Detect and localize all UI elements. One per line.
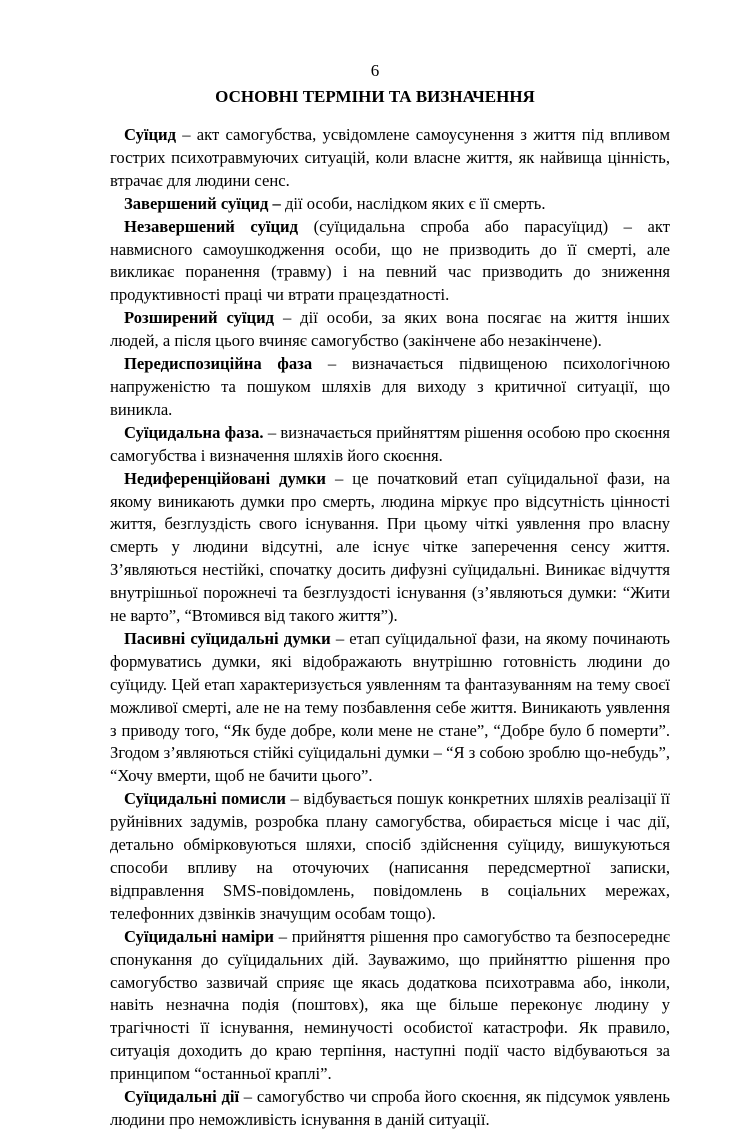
definition-text: (суїцидальна спроба або парасуїцид) – акт навмисного самоушкодження особи, що не призводить до її смерті, але викликає поранення (травму) і на певний час призводить до зниження продуктивності праці чи втрати працездатності. xyxy=(110,216,670,305)
definition-text: – акт самогубства, усвідомлене самоусунення з життя під впливом гострих психотравмуючих ситуацій, коли власне життя, як найвища цінність, втрачає для людини сенс. xyxy=(110,125,670,190)
definition-paragraph xyxy=(110,628,670,788)
page-title: ОСНОВНІ ТЕРМІНИ ТА ВИЗНАЧЕННЯ xyxy=(215,87,535,106)
definition-text: – визначається прийняттям рішення особою про скоєння самогубства і визначення шляхів його скоєння. xyxy=(110,422,671,465)
definition-paragraph xyxy=(110,216,670,308)
definition-term: Завершений суїцид – xyxy=(124,193,281,213)
definition-text: дії особи, наслідком яких є її смерть. xyxy=(280,193,546,213)
definition-paragraph xyxy=(110,307,670,353)
definition-text: – визначається підвищеною психологічною напруженістю та пошуком шляхів для виходу з критичної ситуації, що виникла. xyxy=(110,354,670,419)
definition-text: – прийняття рішення про самогубство та безпосереднє спонукання до суїцидальних дій. Зауважимо, що прийняттю рішення про самогубство зазвичай сприяє ще якась додаткова психотравма або, інколи, навіть незначна подія (поштовх), яка ще більше переконує людину у трагічності її існування, неминучості особистої катастрофи. Як правило, ситуація доходить до краю терпіння, наступні події часто відбуваються за принципом “останньої краплі”. xyxy=(110,926,671,1084)
definition-term: Суїцидальні дії xyxy=(124,1087,240,1107)
definition-term: Розширений суїцид xyxy=(124,308,275,328)
definition-paragraph xyxy=(110,193,670,216)
definition-term: Передиспозиційна фаза xyxy=(124,354,313,374)
definition-term: Суїцидальні наміри xyxy=(124,926,274,946)
definition-term: Суїцид xyxy=(124,125,176,144)
definition-term: Незавершений суїцид xyxy=(124,216,298,236)
definition-term: Недиференційовані думки xyxy=(124,468,326,488)
definition-paragraph xyxy=(110,124,670,193)
definition-text: – дії особи, за яких вона посягає на життя інших людей, а після цього вчиняє самогубство (закінчене або незакінчене). xyxy=(110,308,670,351)
document-body xyxy=(110,124,670,1132)
definition-text: – самогубство чи спроба його скоєння, як підсумок уявлень людини про неможливість існування в даній ситуації. xyxy=(110,1087,670,1129)
definition-paragraph xyxy=(110,353,670,422)
definition-paragraph xyxy=(110,926,670,1086)
definition-paragraph xyxy=(110,1086,670,1132)
definition-text: – це початковий етап суїцидальної фази, на якому виникають думки про смерть, людина міркує про відсутність цінності життя, безглуздість свого існування. При цьому чіткі уявлення про власну смерть у людини відсутні, але існує чітке заперечення сенсу життя. З’являються нестійкі, спочатку досить дифузні суїцидальні. Виникає відчуття внутрішньої порожнечі та безглуздості існування (з’являються думки: “Жити не варто”, “Втомився від такого життя”). xyxy=(110,468,670,626)
definition-paragraph xyxy=(110,422,670,468)
page-number: 6 xyxy=(370,61,380,80)
definition-paragraph xyxy=(110,468,670,628)
definition-term: Суїцидальні помисли xyxy=(124,789,286,809)
definition-text: – відбувається пошук конкретних шляхів реалізації її руйнівних задумів, розробка плану самогубства, обирається місце і час дії, детально обмірковуються шляхи, спосіб здійснення суїциду, вишукуються способи впливу на оточуючих (написання передсмертної записки, відправлення SMS-повідомлень, повідомлень в соціальних мережах, телефонних дзвінків значущим особам тощо). xyxy=(110,789,671,923)
definition-term: Пасивні суїцидальні думки xyxy=(124,628,331,648)
definition-text: – етап суїцидальної фази, на якому починають формуватись думки, які відображають внутрішню готовність людини до суїциду. Цей етап характеризується уявленням та фантазуванням на тему своєї можливої смерті, але не на тему позбавлення себе життя. Виникають уявлення з приводу того, “Як буде добре, коли мене не стане”, “Добре було б померти”. Згодом з’являються стійкі суїцидальні думки – “Я з собою зроблю що-небудь”, “Хочу вмерти, щоб не бачити цього”. xyxy=(110,628,670,786)
definition-term: Суїцидальна фаза. xyxy=(124,422,264,442)
definition-paragraph xyxy=(110,788,670,925)
